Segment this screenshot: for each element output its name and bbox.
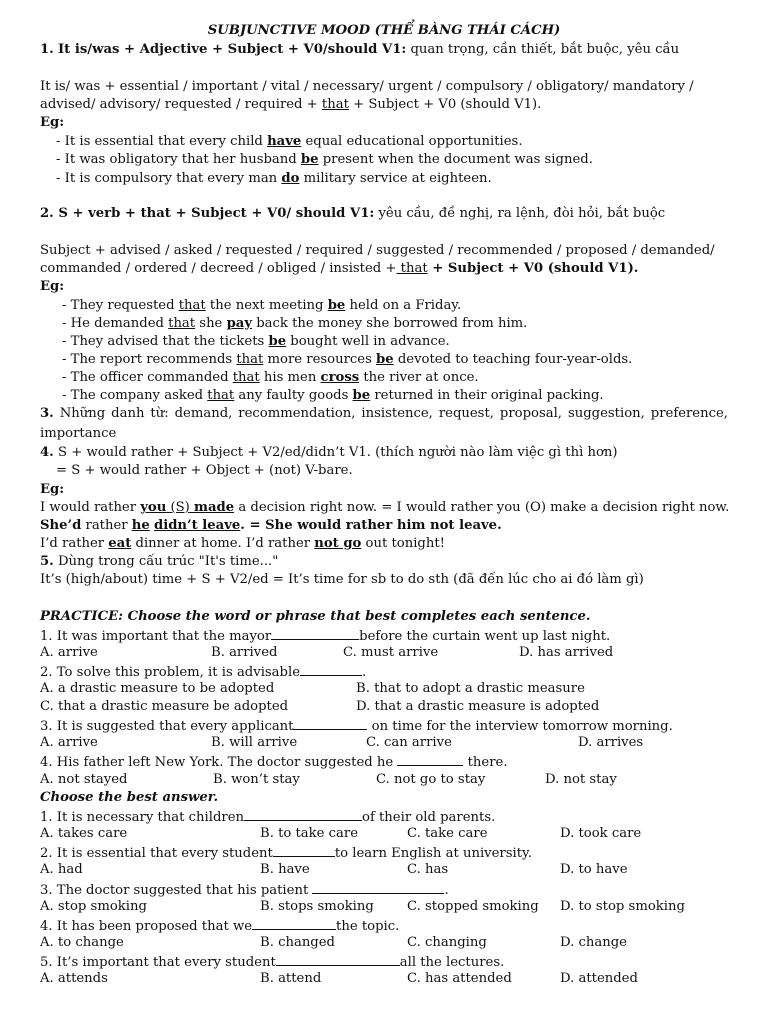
option-b: B. will arrive xyxy=(211,735,298,750)
answer-blank xyxy=(397,752,463,766)
section-4-line-1: 4. S + would rather + Subject + V2/ed/didn’t V1. (thích người nào làm việc gì thì hơn) xyxy=(40,445,618,460)
section-1-eg-label: Eg: xyxy=(40,115,65,130)
practice-question-2: 2. To solve this problem, it is advisable . xyxy=(40,662,728,682)
section-4-eg-label: Eg: xyxy=(40,482,65,497)
practice-question-4: 4. His father left New York. The doctor suggested he there. xyxy=(40,752,728,772)
section-2-example: - The company asked that any faulty goods be returned in their original packing. xyxy=(62,388,604,403)
section-3-line-2: importance xyxy=(40,426,117,441)
option-d: D. to stop smoking xyxy=(560,899,685,914)
section-2-example: - They requested that the next meeting be held on a Friday. xyxy=(62,298,462,313)
option-c: C. changing xyxy=(407,935,487,950)
section-4-example-2: She’d rather he didn’t leave. = She would rather him not leave. xyxy=(40,518,502,533)
page-title: SUBJUNCTIVE MOOD (THỂ BÀNG THÁI CÁCH) xyxy=(207,23,561,38)
best-question-3: 3. The doctor suggested that his patient . xyxy=(40,880,728,900)
section-2-example: - They advised that the tickets be bought well in advance. xyxy=(62,334,450,349)
answer-blank xyxy=(276,952,400,966)
section-2-heading: 2. S + verb + that + Subject + V0/ should V1: yêu cầu, đề nghị, ra lệnh, đòi hỏi, bắt buộc xyxy=(40,206,666,221)
option-a: A. takes care xyxy=(40,826,128,841)
section-1-example: - It is essential that every child have equal educational opportunities. xyxy=(56,134,523,149)
section-4-line-2: = S + would rather + Object + (not) V-bare. xyxy=(56,463,353,478)
section-1-example: - It is compulsory that every man do military service at eighteen. xyxy=(56,171,492,186)
practice-question-3: 3. It is suggested that every applicant on time for the interview tomorrow morning. xyxy=(40,716,728,736)
section-4-example-1: I would rather you (S) made a decision right now. = I would rather you (O) make a decision right now. xyxy=(40,500,730,515)
section-2-eg-label: Eg: xyxy=(40,279,65,294)
option-b: B. won’t stay xyxy=(213,772,300,787)
section-2-formula-line-2: commanded / ordered / decreed / obliged / insisted + that + Subject + V0 (should V1). xyxy=(40,261,639,276)
section-2-example: - He demanded that she pay back the money she borrowed from him. xyxy=(62,316,528,331)
option-a: A. stop smoking xyxy=(40,899,147,914)
answer-blank xyxy=(244,807,362,821)
option-c: C. has attended xyxy=(407,971,512,986)
option-c: C. must arrive xyxy=(343,645,439,660)
best-question-2: 2. It is essential that every student to learn English at university. xyxy=(40,843,728,863)
option-d: D. arrives xyxy=(578,735,644,750)
best-question-4: 4. It has been proposed that we the topic. xyxy=(40,916,728,936)
section-2-example: - The report recommends that more resources be devoted to teaching four-year-olds. xyxy=(62,352,633,367)
option-d: D. took care xyxy=(560,826,642,841)
option-a: A. a drastic measure to be adopted xyxy=(40,681,275,696)
option-b: B. changed xyxy=(260,935,335,950)
section-3-line-1: 3. Những danh từ: demand, recommendation, insistence, request, proposal, suggestion, preference, xyxy=(40,406,728,421)
section-1-heading: 1. It is/was + Adjective + Subject + V0/should V1: quan trọng, cần thiết, bắt buộc, yêu cầu xyxy=(40,42,680,57)
section-1-formula-line-1: It is/ was + essential / important / vital / necessary/ urgent / compulsory / obligatory/ mandatory / xyxy=(40,79,694,94)
option-d: D. has arrived xyxy=(519,645,614,660)
option-d: D. to have xyxy=(560,862,628,877)
answer-blank xyxy=(312,880,444,894)
option-c: C. stopped smoking xyxy=(407,899,539,914)
option-b: B. that to adopt a drastic measure xyxy=(356,681,585,696)
option-c: C. can arrive xyxy=(366,735,452,750)
answer-blank xyxy=(273,843,335,857)
option-a: A. to change xyxy=(40,935,124,950)
option-b: B. attend xyxy=(260,971,322,986)
option-c: C. that a drastic measure be adopted xyxy=(40,699,289,714)
option-b: B. arrived xyxy=(211,645,278,660)
option-a: A. arrive xyxy=(40,645,98,660)
section-1-formula-line-2: advised/ advisory/ requested / required + that + Subject + V0 (should V1). xyxy=(40,97,542,112)
section-5-line-1: 5. Dùng trong cấu trúc "It's time..." xyxy=(40,554,279,569)
answer-blank xyxy=(271,626,359,640)
option-a: A. attends xyxy=(40,971,108,986)
answer-blank xyxy=(293,716,367,730)
section-1-example: - It was obligatory that her husband be present when the document was signed. xyxy=(56,152,593,167)
option-d: D. attended xyxy=(560,971,638,986)
option-d: D. change xyxy=(560,935,627,950)
option-b: B. have xyxy=(260,862,310,877)
practice-heading: PRACTICE: Choose the word or phrase that best completes each sentence. xyxy=(40,609,591,624)
answer-blank xyxy=(300,662,362,676)
option-a: A. arrive xyxy=(40,735,98,750)
section-5-line-2: It’s (high/about) time + S + V2/ed = It’s time for sb to do sth (đã đến lúc cho ai đó làm gì) xyxy=(40,572,644,587)
option-c: C. has xyxy=(407,862,449,877)
option-b: B. stops smoking xyxy=(260,899,374,914)
option-c: C. not go to stay xyxy=(376,772,486,787)
option-d: D. that a drastic measure is adopted xyxy=(356,699,600,714)
section-2-formula-line-1: Subject + advised / asked / requested / required / suggested / recommended / proposed / demanded/ xyxy=(40,243,715,258)
option-a: A. not stayed xyxy=(40,772,128,787)
practice-question-1: 1. It was important that the mayor before the curtain went up last night. xyxy=(40,626,728,646)
option-a: A. had xyxy=(40,862,83,877)
answer-blank xyxy=(252,916,336,930)
option-d: D. not stay xyxy=(545,772,617,787)
section-4-example-3: I’d rather eat dinner at home. I’d rather not go out tonight! xyxy=(40,536,445,551)
option-c: C. take care xyxy=(407,826,488,841)
option-b: B. to take care xyxy=(260,826,359,841)
best-answer-heading: Choose the best answer. xyxy=(40,790,219,805)
section-2-example: - The officer commanded that his men cross the river at once. xyxy=(62,370,479,385)
best-question-1: 1. It is necessary that children of their old parents. xyxy=(40,807,728,827)
best-question-5: 5. It’s important that every student all the lectures. xyxy=(40,952,728,972)
